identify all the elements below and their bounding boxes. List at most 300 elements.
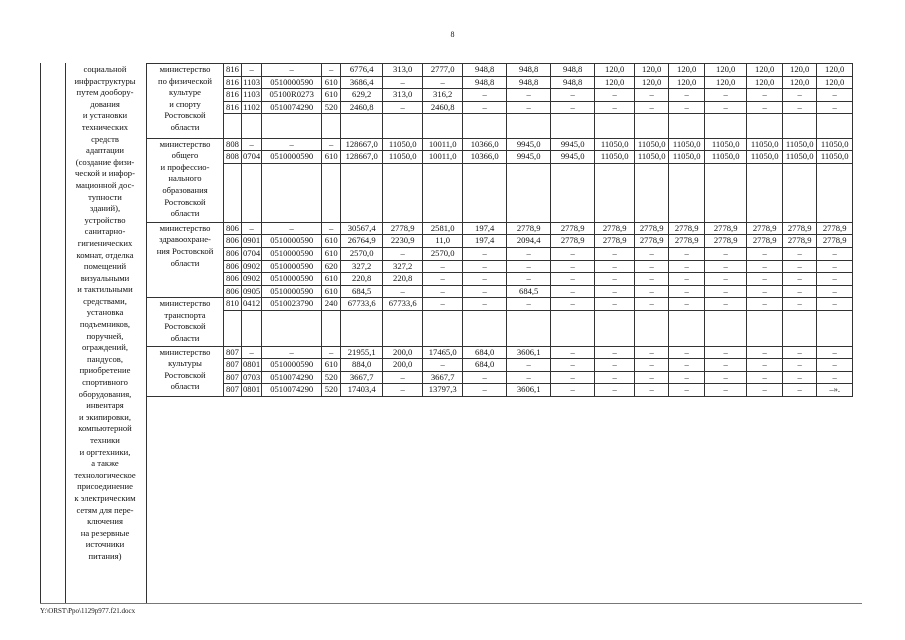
empty-cell — [383, 175, 423, 187]
empty-cell — [507, 334, 551, 346]
value-cell: – — [747, 384, 783, 397]
value-cell: – — [747, 89, 783, 102]
code-cell: 520 — [322, 371, 341, 384]
value-cell: 9945,0 — [551, 138, 595, 151]
value-cell: 684,0 — [463, 346, 507, 359]
code-cell: 806 — [224, 247, 242, 260]
value-cell: 120,0 — [595, 76, 635, 89]
value-cell: 200,0 — [383, 346, 423, 359]
code-cell: 806 — [224, 235, 242, 248]
empty-cell — [322, 187, 341, 199]
table-row — [147, 285, 853, 298]
value-cell: 120,0 — [747, 76, 783, 89]
value-cell: – — [635, 285, 669, 298]
value-cell: 2778,9 — [705, 222, 747, 235]
value-cell: – — [423, 273, 463, 286]
ministry-name — [147, 64, 224, 139]
value-cell: – — [507, 371, 551, 384]
ministry-line: культуры — [168, 358, 202, 369]
value-cell: 2778,9 — [635, 222, 669, 235]
value-cell: – — [383, 247, 423, 260]
empty-cell — [817, 322, 853, 334]
empty-cell — [262, 310, 322, 322]
table-row — [147, 260, 853, 273]
value-cell: 2778,9 — [383, 222, 423, 235]
empty-cell — [747, 126, 783, 138]
code-cell: 1103 — [242, 76, 262, 89]
value-cell: 120,0 — [669, 64, 705, 77]
empty-cell — [635, 334, 669, 346]
code-cell: 610 — [322, 89, 341, 102]
value-cell: – — [669, 273, 705, 286]
value-cell: – — [669, 101, 705, 114]
ministry-name — [147, 138, 224, 222]
code-cell: 0510074290 — [262, 384, 322, 397]
value-cell: 3667,7 — [341, 371, 383, 384]
table-row — [147, 151, 853, 164]
ministry-line: общего — [171, 150, 199, 161]
value-cell: – — [783, 247, 817, 260]
empty-cell — [224, 126, 242, 138]
empty-cell — [423, 114, 463, 126]
empty-cell — [595, 187, 635, 199]
value-cell: – — [817, 298, 853, 311]
value-cell: – — [817, 285, 853, 298]
code-cell: 807 — [224, 346, 242, 359]
value-cell: 67733,6 — [341, 298, 383, 311]
empty-cell — [224, 322, 242, 334]
description-line: адаптации — [86, 145, 124, 156]
value-cell: – — [463, 285, 507, 298]
index-column — [40, 63, 66, 603]
value-cell: – — [463, 384, 507, 397]
empty-cell — [423, 199, 463, 211]
code-cell: 807 — [224, 371, 242, 384]
value-cell: – — [551, 298, 595, 311]
code-cell: 610 — [322, 151, 341, 164]
table-row — [147, 346, 853, 359]
table-row — [147, 273, 853, 286]
empty-cell — [262, 126, 322, 138]
code-cell: 816 — [224, 64, 242, 77]
ministry-name — [147, 346, 224, 396]
empty-cell — [224, 163, 242, 175]
value-cell: – — [551, 89, 595, 102]
code-cell: 808 — [224, 151, 242, 164]
value-cell: 120,0 — [705, 64, 747, 77]
empty-cell — [705, 163, 747, 175]
value-cell: – — [783, 346, 817, 359]
value-cell: 220,8 — [383, 273, 423, 286]
value-cell: 2778,9 — [669, 235, 705, 248]
ministry-line: и профессио- — [160, 161, 210, 172]
empty-cell — [322, 175, 341, 187]
value-cell: 2094,4 — [507, 235, 551, 248]
value-cell: – — [635, 371, 669, 384]
value-cell: 120,0 — [747, 64, 783, 77]
empty-cell — [551, 334, 595, 346]
value-cell: – — [463, 89, 507, 102]
value-cell: – — [669, 371, 705, 384]
empty-cell — [635, 310, 669, 322]
value-cell: – — [595, 260, 635, 273]
ministry-line: транспорта — [164, 309, 206, 320]
empty-cell — [817, 210, 853, 222]
code-cell: – — [262, 64, 322, 77]
description-line: присоединение — [77, 481, 133, 492]
value-cell: – — [383, 76, 423, 89]
table-row — [147, 199, 853, 211]
table-row — [147, 187, 853, 199]
code-cell: – — [322, 346, 341, 359]
ministry-line: культуре — [169, 87, 201, 98]
description-line: питания) — [88, 550, 122, 561]
table-row — [147, 222, 853, 235]
value-cell: 11050,0 — [383, 151, 423, 164]
value-cell: – — [669, 359, 705, 372]
value-cell: – — [463, 101, 507, 114]
value-cell: – — [595, 101, 635, 114]
empty-cell — [817, 126, 853, 138]
empty-cell — [669, 114, 705, 126]
description-line: а также — [91, 458, 119, 469]
code-cell: 0902 — [242, 260, 262, 273]
value-cell: 120,0 — [669, 76, 705, 89]
empty-cell — [595, 210, 635, 222]
ministry-line: министерство — [159, 138, 211, 149]
value-cell: – — [551, 101, 595, 114]
value-cell: 17465,0 — [423, 346, 463, 359]
value-cell: – — [595, 285, 635, 298]
empty-cell — [383, 126, 423, 138]
empty-cell — [224, 310, 242, 322]
value-cell: – — [551, 371, 595, 384]
code-cell: 0901 — [242, 235, 262, 248]
empty-cell — [783, 114, 817, 126]
value-cell: 9945,0 — [507, 151, 551, 164]
value-cell: – — [747, 359, 783, 372]
description-line: тупности — [88, 191, 122, 202]
empty-cell — [383, 163, 423, 175]
empty-cell — [262, 210, 322, 222]
ministry-line: здравоохране- — [159, 234, 211, 245]
value-cell: 2778,9 — [551, 222, 595, 235]
value-cell: 2778,9 — [635, 235, 669, 248]
value-cell: – — [705, 346, 747, 359]
empty-cell — [551, 114, 595, 126]
value-cell: – — [507, 359, 551, 372]
value-cell: 2778,9 — [747, 222, 783, 235]
value-cell: – — [507, 298, 551, 311]
value-cell: 684,0 — [463, 359, 507, 372]
empty-cell — [747, 163, 783, 175]
value-cell: – — [783, 89, 817, 102]
table-row — [147, 310, 853, 322]
empty-cell — [224, 199, 242, 211]
code-cell: – — [322, 222, 341, 235]
description-line: дования — [90, 98, 120, 109]
code-cell: 0510000590 — [262, 273, 322, 286]
value-cell: 11050,0 — [817, 138, 853, 151]
empty-cell — [669, 126, 705, 138]
code-cell: 0704 — [242, 247, 262, 260]
empty-cell — [783, 175, 817, 187]
code-cell: 816 — [224, 89, 242, 102]
empty-cell — [383, 322, 423, 334]
empty-cell — [635, 187, 669, 199]
value-cell: 2778,9 — [669, 222, 705, 235]
empty-cell — [507, 310, 551, 322]
value-cell: – — [817, 247, 853, 260]
empty-cell — [595, 114, 635, 126]
value-cell: – — [635, 101, 669, 114]
value-cell: 3667,7 — [423, 371, 463, 384]
empty-cell — [595, 334, 635, 346]
value-cell: – — [783, 101, 817, 114]
value-cell: – — [635, 384, 669, 397]
code-cell: 807 — [224, 359, 242, 372]
value-cell: 327,2 — [383, 260, 423, 273]
empty-cell — [551, 322, 595, 334]
value-cell: – — [551, 359, 595, 372]
code-cell: 240 — [322, 298, 341, 311]
ministry-line: области — [170, 257, 200, 268]
value-cell: 67733,6 — [383, 298, 423, 311]
table-row — [147, 163, 853, 175]
empty-cell — [817, 187, 853, 199]
code-cell: 620 — [322, 260, 341, 273]
empty-cell — [817, 310, 853, 322]
empty-cell — [669, 163, 705, 175]
code-cell: – — [262, 222, 322, 235]
empty-cell — [224, 334, 242, 346]
value-cell: – — [383, 371, 423, 384]
value-cell: 10366,0 — [463, 138, 507, 151]
code-cell: 0801 — [242, 384, 262, 397]
code-cell: 0703 — [242, 371, 262, 384]
empty-cell — [635, 163, 669, 175]
empty-cell — [423, 334, 463, 346]
empty-cell — [463, 114, 507, 126]
value-cell: 2778,9 — [747, 235, 783, 248]
empty-cell — [817, 163, 853, 175]
code-cell: 816 — [224, 101, 242, 114]
value-cell: – — [551, 384, 595, 397]
value-cell: – — [463, 298, 507, 311]
value-cell: 11,0 — [423, 235, 463, 248]
empty-cell — [783, 126, 817, 138]
empty-cell — [595, 322, 635, 334]
value-cell: 11050,0 — [747, 138, 783, 151]
empty-cell — [383, 199, 423, 211]
empty-cell — [341, 175, 383, 187]
value-cell: – — [705, 384, 747, 397]
empty-cell — [669, 199, 705, 211]
empty-cell — [507, 187, 551, 199]
value-cell: – — [783, 298, 817, 311]
value-cell: – — [817, 371, 853, 384]
empty-cell — [341, 126, 383, 138]
empty-cell — [747, 199, 783, 211]
code-cell: 0510000590 — [262, 359, 322, 372]
value-cell: 2778,9 — [551, 235, 595, 248]
empty-cell — [747, 114, 783, 126]
code-cell: 0510000590 — [262, 235, 322, 248]
value-cell: 11050,0 — [595, 138, 635, 151]
table-row — [147, 298, 853, 311]
ministry-line: и спорту — [169, 98, 201, 109]
value-cell: 313,0 — [383, 64, 423, 77]
value-cell: – — [383, 101, 423, 114]
value-cell: – — [817, 273, 853, 286]
value-cell: 316,2 — [423, 89, 463, 102]
value-cell: – — [423, 260, 463, 273]
empty-cell — [595, 175, 635, 187]
value-cell: – — [705, 359, 747, 372]
empty-cell — [705, 334, 747, 346]
code-cell: 0902 — [242, 273, 262, 286]
empty-cell — [262, 163, 322, 175]
table-row — [147, 101, 853, 114]
bottom-rule — [40, 603, 862, 604]
empty-cell — [635, 210, 669, 222]
value-cell: 120,0 — [783, 64, 817, 77]
empty-cell — [551, 175, 595, 187]
value-cell: 197,4 — [463, 222, 507, 235]
value-cell: – — [635, 89, 669, 102]
value-cell: – — [595, 359, 635, 372]
code-cell: 0412 — [242, 298, 262, 311]
value-cell: 327,2 — [341, 260, 383, 273]
ministry-line: Ростовской — [164, 369, 206, 380]
empty-cell — [747, 310, 783, 322]
value-cell: 948,8 — [463, 64, 507, 77]
value-cell: 2778,9 — [595, 222, 635, 235]
description-line: ключения — [87, 516, 123, 527]
value-cell: 3606,1 — [507, 384, 551, 397]
description-line: установка — [86, 307, 124, 318]
value-cell: – — [635, 247, 669, 260]
table-row — [147, 384, 853, 397]
empty-cell — [262, 199, 322, 211]
value-cell: – — [635, 273, 669, 286]
code-cell: 0510074290 — [262, 371, 322, 384]
value-cell: – — [705, 260, 747, 273]
code-cell: – — [242, 346, 262, 359]
ministry-line: Ростовской — [164, 196, 206, 207]
value-cell: 6776,4 — [341, 64, 383, 77]
description-line: помещений — [83, 261, 127, 272]
empty-cell — [817, 114, 853, 126]
description-line: инвентаря — [86, 400, 124, 411]
empty-cell — [635, 126, 669, 138]
value-cell: – — [747, 371, 783, 384]
empty-cell — [551, 199, 595, 211]
empty-cell — [322, 126, 341, 138]
value-cell: – — [635, 260, 669, 273]
table-row — [147, 371, 853, 384]
description-line: и оргтехники, — [79, 446, 131, 457]
table-row — [147, 126, 853, 138]
value-cell: 11050,0 — [383, 138, 423, 151]
code-cell: 1102 — [242, 101, 262, 114]
description-line: (создание физи- — [75, 156, 135, 167]
value-cell: – — [783, 384, 817, 397]
empty-cell — [262, 187, 322, 199]
ministry-line: образования — [162, 184, 208, 195]
value-cell: – — [669, 247, 705, 260]
table-row — [147, 235, 853, 248]
ministry-line: области — [170, 333, 200, 344]
empty-cell — [383, 334, 423, 346]
value-cell: 2778,9 — [783, 235, 817, 248]
empty-cell — [783, 187, 817, 199]
description-line: гигиенических — [77, 237, 133, 248]
table-row — [147, 210, 853, 222]
description-line: технологическое — [74, 469, 136, 480]
description-line: мационной дос- — [75, 179, 135, 190]
value-cell: –». — [817, 384, 853, 397]
description-line: и установки — [82, 110, 128, 121]
code-cell: 0905 — [242, 285, 262, 298]
empty-cell — [322, 334, 341, 346]
value-cell: 128667,0 — [341, 151, 383, 164]
code-cell: 806 — [224, 222, 242, 235]
ministry-line: министерство — [159, 346, 211, 357]
description-line: компьютерной — [78, 423, 132, 434]
empty-cell — [595, 199, 635, 211]
description-line: техники — [90, 435, 120, 445]
code-cell: – — [262, 138, 322, 151]
empty-cell — [705, 210, 747, 222]
empty-cell — [635, 322, 669, 334]
value-cell: – — [423, 285, 463, 298]
empty-cell — [669, 175, 705, 187]
empty-cell — [383, 187, 423, 199]
empty-cell — [423, 210, 463, 222]
empty-cell — [669, 322, 705, 334]
code-cell: 0510000590 — [262, 260, 322, 273]
empty-cell — [463, 334, 507, 346]
empty-cell — [551, 163, 595, 175]
description-line: путем дообору- — [76, 87, 134, 98]
ministry-name — [147, 222, 224, 298]
description-line: комнат, отделка — [76, 249, 134, 260]
empty-cell — [463, 175, 507, 187]
code-cell: 806 — [224, 273, 242, 286]
table-row — [147, 76, 853, 89]
value-cell: – — [817, 101, 853, 114]
code-cell: 810 — [224, 298, 242, 311]
empty-cell — [322, 199, 341, 211]
code-cell: 0510074290 — [262, 101, 322, 114]
ministry-line: министерство — [159, 222, 211, 233]
value-cell: 9945,0 — [507, 138, 551, 151]
empty-cell — [783, 334, 817, 346]
empty-cell — [242, 114, 262, 126]
value-cell: 120,0 — [635, 76, 669, 89]
value-cell: 197,4 — [463, 235, 507, 248]
value-cell: – — [551, 285, 595, 298]
empty-cell — [507, 210, 551, 222]
file-path-footer: Y:\ORST\Ppo\1129p977.f21.docx — [40, 607, 136, 615]
ministry-line: нального — [168, 173, 202, 184]
ministry-line: Ростовской — [164, 110, 206, 121]
empty-cell — [463, 126, 507, 138]
empty-cell — [262, 114, 322, 126]
empty-cell — [242, 322, 262, 334]
empty-cell — [463, 310, 507, 322]
